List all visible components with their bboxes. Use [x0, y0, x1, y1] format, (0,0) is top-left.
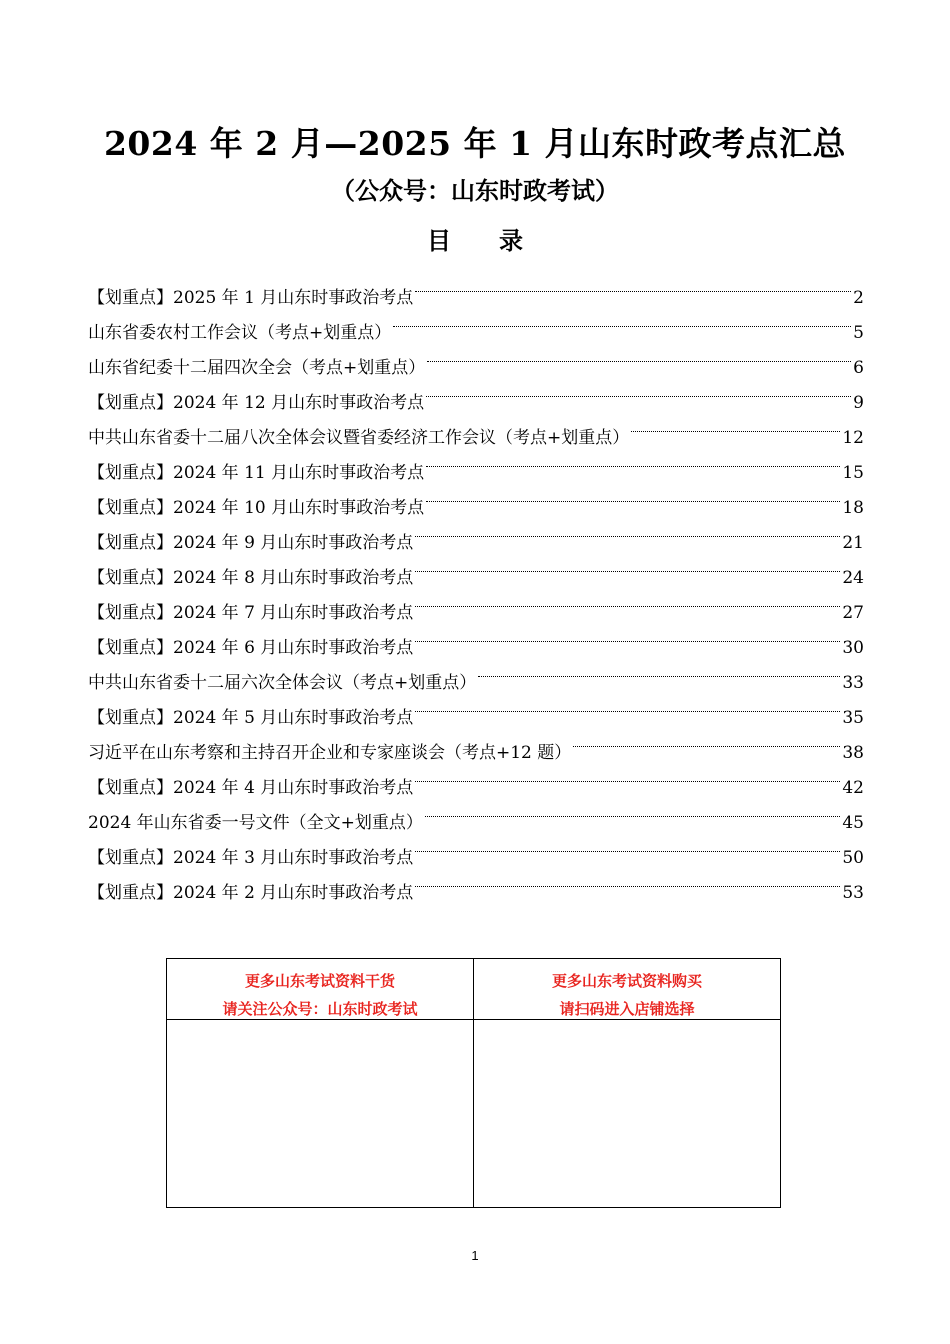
- toc-leader-dots: [425, 793, 840, 828]
- promo-right-line1: 更多山东考试资料购买: [551, 972, 702, 990]
- toc-entry-page: 6: [853, 358, 864, 378]
- toc-leader-dots: [415, 758, 840, 793]
- toc-entry-title: 【划重点】2024 年 8 月山东时事政治考点: [88, 568, 414, 588]
- document-subtitle: （公众号：山东时政考试）: [331, 176, 619, 205]
- toc-entry-page: 18: [842, 498, 864, 518]
- toc-entry-title: 【划重点】2024 年 7 月山东时事政治考点: [88, 603, 414, 623]
- promo-left-header: [167, 959, 474, 1020]
- toc-entry-title: 习近平在山东考察和主持召开企业和专家座谈会（考点+12 题）: [88, 743, 572, 763]
- toc-entry-title: 中共山东省委十二届六次全体会议（考点+划重点）: [88, 673, 477, 693]
- toc-entry-title: 中共山东省委十二届八次全体会议暨省委经济工作会议（考点+划重点）: [88, 428, 630, 448]
- toc-leader-dots: [415, 513, 840, 548]
- toc-entry-page: 33: [842, 673, 864, 693]
- toc-entry-page: 30: [842, 638, 864, 658]
- toc-leader-dots: [415, 583, 840, 618]
- promo-left-line1: 更多山东考试资料干货: [244, 972, 395, 990]
- toc-leader-dots: [415, 863, 840, 898]
- toc-leader-dots: [415, 618, 840, 653]
- toc-entry-title: 2024 年山东省委一号文件（全文+划重点）: [88, 813, 423, 833]
- toc-leader-dots: [415, 688, 840, 723]
- toc-entry-title: 【划重点】2024 年 12 月山东时事政治考点: [88, 393, 425, 413]
- toc-entry-title: 【划重点】2024 年 9 月山东时事政治考点: [88, 533, 414, 553]
- toc-leader-dots: [426, 443, 840, 478]
- toc-leader-dots: [573, 723, 840, 758]
- promo-right-line2: 请扫码进入店铺选择: [559, 1000, 695, 1018]
- toc-entry-title: 【划重点】2024 年 11 月山东时事政治考点: [88, 463, 425, 483]
- toc-entry-title: 【划重点】2024 年 4 月山东时事政治考点: [88, 778, 414, 798]
- toc-entry-title: 山东省纪委十二届四次全会（考点+划重点）: [88, 358, 426, 378]
- toc-leader-dots: [478, 653, 840, 688]
- toc-leader-dots: [426, 478, 840, 513]
- toc-entry-page: 38: [842, 743, 864, 763]
- qr-code-placeholder-right: [474, 1020, 780, 1207]
- toc-entry-title: 【划重点】2024 年 3 月山东时事政治考点: [88, 848, 414, 868]
- toc-entry-page: 53: [842, 883, 864, 903]
- toc-entry-title: 【划重点】2025 年 1 月山东时事政治考点: [88, 288, 414, 308]
- toc-leader-dots: [426, 373, 851, 408]
- toc-entry-title: 【划重点】2024 年 5 月山东时事政治考点: [88, 708, 414, 728]
- toc-leader-dots: [631, 408, 840, 443]
- toc-leader-dots: [415, 828, 840, 863]
- toc-entry-page: 45: [842, 813, 864, 833]
- toc-entry-title: 山东省委农村工作会议（考点+划重点）: [88, 323, 392, 343]
- promo-right-header: [474, 959, 780, 1020]
- promo-left-line2: 请关注公众号：山东时政考试: [222, 1000, 418, 1018]
- toc-entry-page: 27: [842, 603, 864, 623]
- toc-leader-dots: [415, 268, 851, 303]
- toc-entry-page: 50: [842, 848, 864, 868]
- toc-entry-title: 【划重点】2024 年 10 月山东时事政治考点: [88, 498, 425, 518]
- toc-entry-page: 24: [842, 568, 864, 588]
- page-number: 1: [471, 1248, 479, 1263]
- toc-entry-title: 【划重点】2024 年 2 月山东时事政治考点: [88, 883, 414, 903]
- toc-entry-page: 15: [842, 463, 864, 483]
- toc-entry-page: 35: [842, 708, 864, 728]
- toc-entry-page: 9: [853, 393, 864, 413]
- promo-table: [166, 958, 781, 1208]
- toc-leader-dots: [427, 338, 851, 373]
- toc-entry-page: 42: [842, 778, 864, 798]
- toc-heading: 目 录: [427, 226, 523, 255]
- qr-code-placeholder-left: [167, 1020, 474, 1207]
- toc-entry-page: 12: [842, 428, 864, 448]
- toc-leader-dots: [393, 303, 851, 338]
- toc-entry-page: 5: [853, 323, 864, 343]
- toc-entry-page: 2: [853, 288, 864, 308]
- toc-leader-dots: [415, 548, 840, 583]
- toc-entry-title: 【划重点】2024 年 6 月山东时事政治考点: [88, 638, 414, 658]
- toc-entry[interactable]: [88, 268, 864, 308]
- document-title: 2024 年 2 月—2025 年 1 月山东时政考点汇总: [103, 124, 847, 163]
- toc-entry-page: 21: [842, 533, 864, 553]
- table-of-contents: [88, 268, 864, 903]
